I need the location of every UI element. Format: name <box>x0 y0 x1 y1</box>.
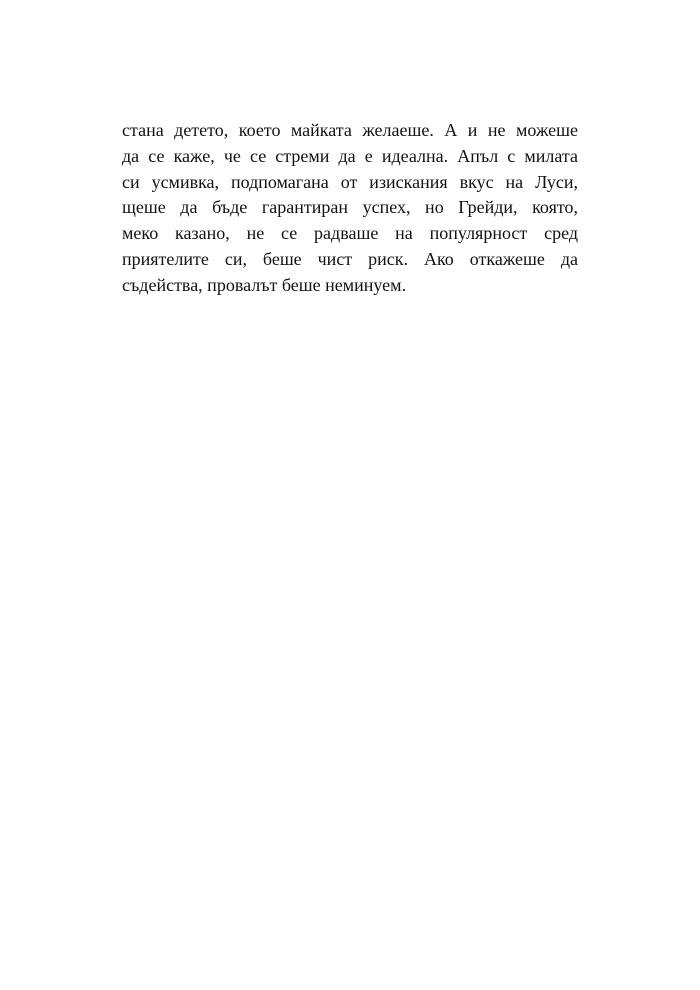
body-paragraph <box>122 118 578 299</box>
text-line: съдейства, провалът беше неминуем. <box>122 274 407 295</box>
text-line: щеше да бъде гарантиран успех, но Грейди, която, <box>122 197 578 218</box>
text-line: стана детето, което майката желаеше. А и не можеше <box>122 120 578 140</box>
text-line: си усмивка, подпомагана от изискания вкус на Луси, <box>122 171 578 192</box>
text-line: приятелите си, беше чист риск. Ако откажеше да <box>122 248 578 269</box>
text-line: да се каже, че се стреми да е идеална. Апъл с милата <box>122 145 578 166</box>
text-line: меко казано, не се радваше на популярност сред <box>122 223 578 244</box>
